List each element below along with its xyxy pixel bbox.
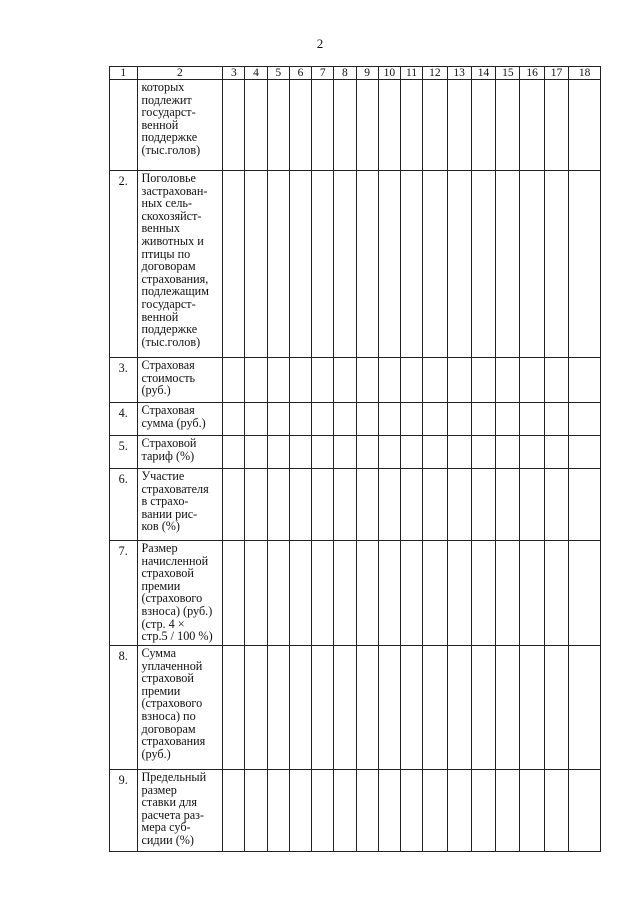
- empty-cell: [544, 646, 568, 770]
- empty-cell: [423, 80, 447, 171]
- empty-cell: [312, 403, 334, 436]
- empty-cell: [471, 403, 495, 436]
- empty-cell: [289, 436, 311, 469]
- empty-cell: [312, 171, 334, 358]
- empty-cell: [520, 80, 544, 171]
- empty-cell: [334, 770, 356, 852]
- table-row: [110, 541, 601, 646]
- row-number: 7.: [110, 541, 138, 646]
- empty-cell: [334, 171, 356, 358]
- empty-cell: [289, 646, 311, 770]
- row-label: Размер начисленной страховой премии (страхового взноса) (руб.) (стр. 4 × стр.5 / 100 %): [137, 541, 223, 646]
- column-header-3: 3: [223, 67, 245, 80]
- empty-cell: [569, 646, 601, 770]
- empty-cell: [378, 403, 400, 436]
- empty-cell: [356, 358, 378, 403]
- empty-cell: [356, 541, 378, 646]
- empty-cell: [245, 646, 267, 770]
- empty-cell: [267, 770, 289, 852]
- empty-cell: [423, 436, 447, 469]
- empty-cell: [267, 80, 289, 171]
- empty-cell: [334, 80, 356, 171]
- empty-cell: [312, 436, 334, 469]
- row-label: Сумма уплаченной страховой премии (страхового взноса) по договорам страхования (руб.): [137, 646, 223, 770]
- empty-cell: [447, 436, 471, 469]
- column-header-18: 18: [569, 67, 601, 80]
- empty-cell: [312, 770, 334, 852]
- table-row: [110, 358, 601, 403]
- column-header-13: 13: [447, 67, 471, 80]
- empty-cell: [496, 469, 520, 541]
- empty-cell: [471, 541, 495, 646]
- empty-cell: [569, 541, 601, 646]
- empty-cell: [378, 171, 400, 358]
- empty-cell: [423, 171, 447, 358]
- empty-cell: [267, 541, 289, 646]
- empty-cell: [496, 80, 520, 171]
- empty-cell: [544, 171, 568, 358]
- empty-cell: [471, 436, 495, 469]
- empty-cell: [400, 403, 422, 436]
- empty-cell: [544, 358, 568, 403]
- row-number: 4.: [110, 403, 138, 436]
- row-number: 9.: [110, 770, 138, 852]
- empty-cell: [245, 171, 267, 358]
- empty-cell: [334, 469, 356, 541]
- empty-cell: [423, 646, 447, 770]
- row-label: Страховой тариф (%): [137, 436, 223, 469]
- empty-cell: [447, 80, 471, 171]
- empty-cell: [267, 171, 289, 358]
- row-number: 8.: [110, 646, 138, 770]
- empty-cell: [569, 436, 601, 469]
- empty-cell: [356, 403, 378, 436]
- empty-cell: [471, 80, 495, 171]
- empty-cell: [569, 80, 601, 171]
- row-label: Участие страхователя в страхо- вании рис- ков (%): [137, 469, 223, 541]
- empty-cell: [447, 358, 471, 403]
- table-row: [110, 436, 601, 469]
- column-header-10: 10: [378, 67, 400, 80]
- empty-cell: [334, 646, 356, 770]
- empty-cell: [245, 436, 267, 469]
- empty-cell: [471, 171, 495, 358]
- empty-cell: [378, 770, 400, 852]
- empty-cell: [378, 541, 400, 646]
- column-header-7: 7: [312, 67, 334, 80]
- empty-cell: [400, 80, 422, 171]
- column-header-12: 12: [423, 67, 447, 80]
- empty-cell: [544, 436, 568, 469]
- row-number: 3.: [110, 358, 138, 403]
- row-number: [110, 80, 138, 171]
- empty-cell: [223, 436, 245, 469]
- empty-cell: [289, 358, 311, 403]
- empty-cell: [544, 469, 568, 541]
- empty-cell: [423, 358, 447, 403]
- empty-cell: [356, 171, 378, 358]
- empty-cell: [334, 436, 356, 469]
- row-number: 5.: [110, 436, 138, 469]
- empty-cell: [267, 469, 289, 541]
- empty-cell: [520, 436, 544, 469]
- row-label: которых подлежит государст- венной поддержке (тыс.голов): [137, 80, 223, 171]
- row-number: 6.: [110, 469, 138, 541]
- empty-cell: [447, 770, 471, 852]
- empty-cell: [356, 469, 378, 541]
- empty-cell: [245, 80, 267, 171]
- table-row: [110, 403, 601, 436]
- column-header-1: 1: [110, 67, 138, 80]
- table-row: [110, 770, 601, 852]
- header-row: [110, 67, 601, 80]
- empty-cell: [378, 469, 400, 541]
- empty-cell: [267, 436, 289, 469]
- column-header-14: 14: [471, 67, 495, 80]
- empty-cell: [544, 770, 568, 852]
- empty-cell: [496, 171, 520, 358]
- empty-cell: [267, 403, 289, 436]
- empty-cell: [520, 770, 544, 852]
- empty-cell: [520, 541, 544, 646]
- empty-cell: [496, 646, 520, 770]
- empty-cell: [223, 403, 245, 436]
- empty-cell: [378, 358, 400, 403]
- empty-cell: [289, 403, 311, 436]
- empty-cell: [496, 436, 520, 469]
- empty-cell: [223, 541, 245, 646]
- column-header-8: 8: [334, 67, 356, 80]
- empty-cell: [245, 541, 267, 646]
- empty-cell: [400, 646, 422, 770]
- empty-cell: [569, 469, 601, 541]
- empty-cell: [569, 358, 601, 403]
- empty-cell: [245, 770, 267, 852]
- empty-cell: [356, 646, 378, 770]
- empty-cell: [289, 469, 311, 541]
- empty-cell: [289, 171, 311, 358]
- empty-cell: [223, 469, 245, 541]
- empty-cell: [312, 541, 334, 646]
- empty-cell: [223, 646, 245, 770]
- empty-cell: [223, 171, 245, 358]
- empty-cell: [447, 646, 471, 770]
- empty-cell: [378, 436, 400, 469]
- column-header-17: 17: [544, 67, 568, 80]
- empty-cell: [423, 541, 447, 646]
- empty-cell: [520, 358, 544, 403]
- row-label: Страховая стоимость (руб.): [137, 358, 223, 403]
- empty-cell: [334, 403, 356, 436]
- column-header-11: 11: [400, 67, 422, 80]
- empty-cell: [378, 80, 400, 171]
- empty-cell: [334, 358, 356, 403]
- data-table: [109, 66, 601, 852]
- table-row: [110, 80, 601, 171]
- row-label: Страховая сумма (руб.): [137, 403, 223, 436]
- empty-cell: [334, 541, 356, 646]
- empty-cell: [569, 403, 601, 436]
- page-number: 2: [316, 36, 324, 51]
- row-label: Поголовье застрахован- ных сель- скохозяйст- венных животных и птицы по договорам страхования, подлежащим государст- венной поддержке (тыс.голов): [137, 171, 223, 358]
- empty-cell: [520, 171, 544, 358]
- empty-cell: [447, 541, 471, 646]
- row-label: Предельный размер ставки для расчета раз- мера суб- сидии (%): [137, 770, 223, 852]
- empty-cell: [356, 436, 378, 469]
- empty-cell: [400, 358, 422, 403]
- empty-cell: [496, 358, 520, 403]
- empty-cell: [423, 770, 447, 852]
- empty-cell: [289, 541, 311, 646]
- empty-cell: [423, 469, 447, 541]
- empty-cell: [378, 646, 400, 770]
- empty-cell: [447, 469, 471, 541]
- empty-cell: [447, 171, 471, 358]
- empty-cell: [400, 770, 422, 852]
- empty-cell: [544, 80, 568, 171]
- column-header-2: 2: [137, 67, 223, 80]
- empty-cell: [400, 171, 422, 358]
- empty-cell: [245, 403, 267, 436]
- empty-cell: [312, 358, 334, 403]
- empty-cell: [496, 541, 520, 646]
- empty-cell: [356, 770, 378, 852]
- empty-cell: [544, 541, 568, 646]
- empty-cell: [423, 403, 447, 436]
- empty-cell: [289, 80, 311, 171]
- empty-cell: [400, 436, 422, 469]
- empty-cell: [471, 646, 495, 770]
- empty-cell: [223, 80, 245, 171]
- empty-cell: [356, 80, 378, 171]
- column-header-9: 9: [356, 67, 378, 80]
- column-header-16: 16: [520, 67, 544, 80]
- empty-cell: [569, 770, 601, 852]
- row-number: 2.: [110, 171, 138, 358]
- empty-cell: [312, 80, 334, 171]
- empty-cell: [520, 646, 544, 770]
- empty-cell: [312, 469, 334, 541]
- empty-cell: [267, 358, 289, 403]
- column-header-5: 5: [267, 67, 289, 80]
- empty-cell: [496, 770, 520, 852]
- empty-cell: [447, 403, 471, 436]
- empty-cell: [520, 469, 544, 541]
- table-row: [110, 469, 601, 541]
- empty-cell: [544, 403, 568, 436]
- empty-cell: [245, 358, 267, 403]
- empty-cell: [223, 770, 245, 852]
- empty-cell: [223, 358, 245, 403]
- empty-cell: [289, 770, 311, 852]
- empty-cell: [471, 469, 495, 541]
- empty-cell: [520, 403, 544, 436]
- column-header-6: 6: [289, 67, 311, 80]
- empty-cell: [496, 403, 520, 436]
- table-row: [110, 171, 601, 358]
- empty-cell: [267, 646, 289, 770]
- empty-cell: [245, 469, 267, 541]
- column-header-15: 15: [496, 67, 520, 80]
- empty-cell: [569, 171, 601, 358]
- empty-cell: [312, 646, 334, 770]
- empty-cell: [400, 469, 422, 541]
- column-header-4: 4: [245, 67, 267, 80]
- table-row: [110, 646, 601, 770]
- empty-cell: [471, 770, 495, 852]
- empty-cell: [400, 541, 422, 646]
- empty-cell: [471, 358, 495, 403]
